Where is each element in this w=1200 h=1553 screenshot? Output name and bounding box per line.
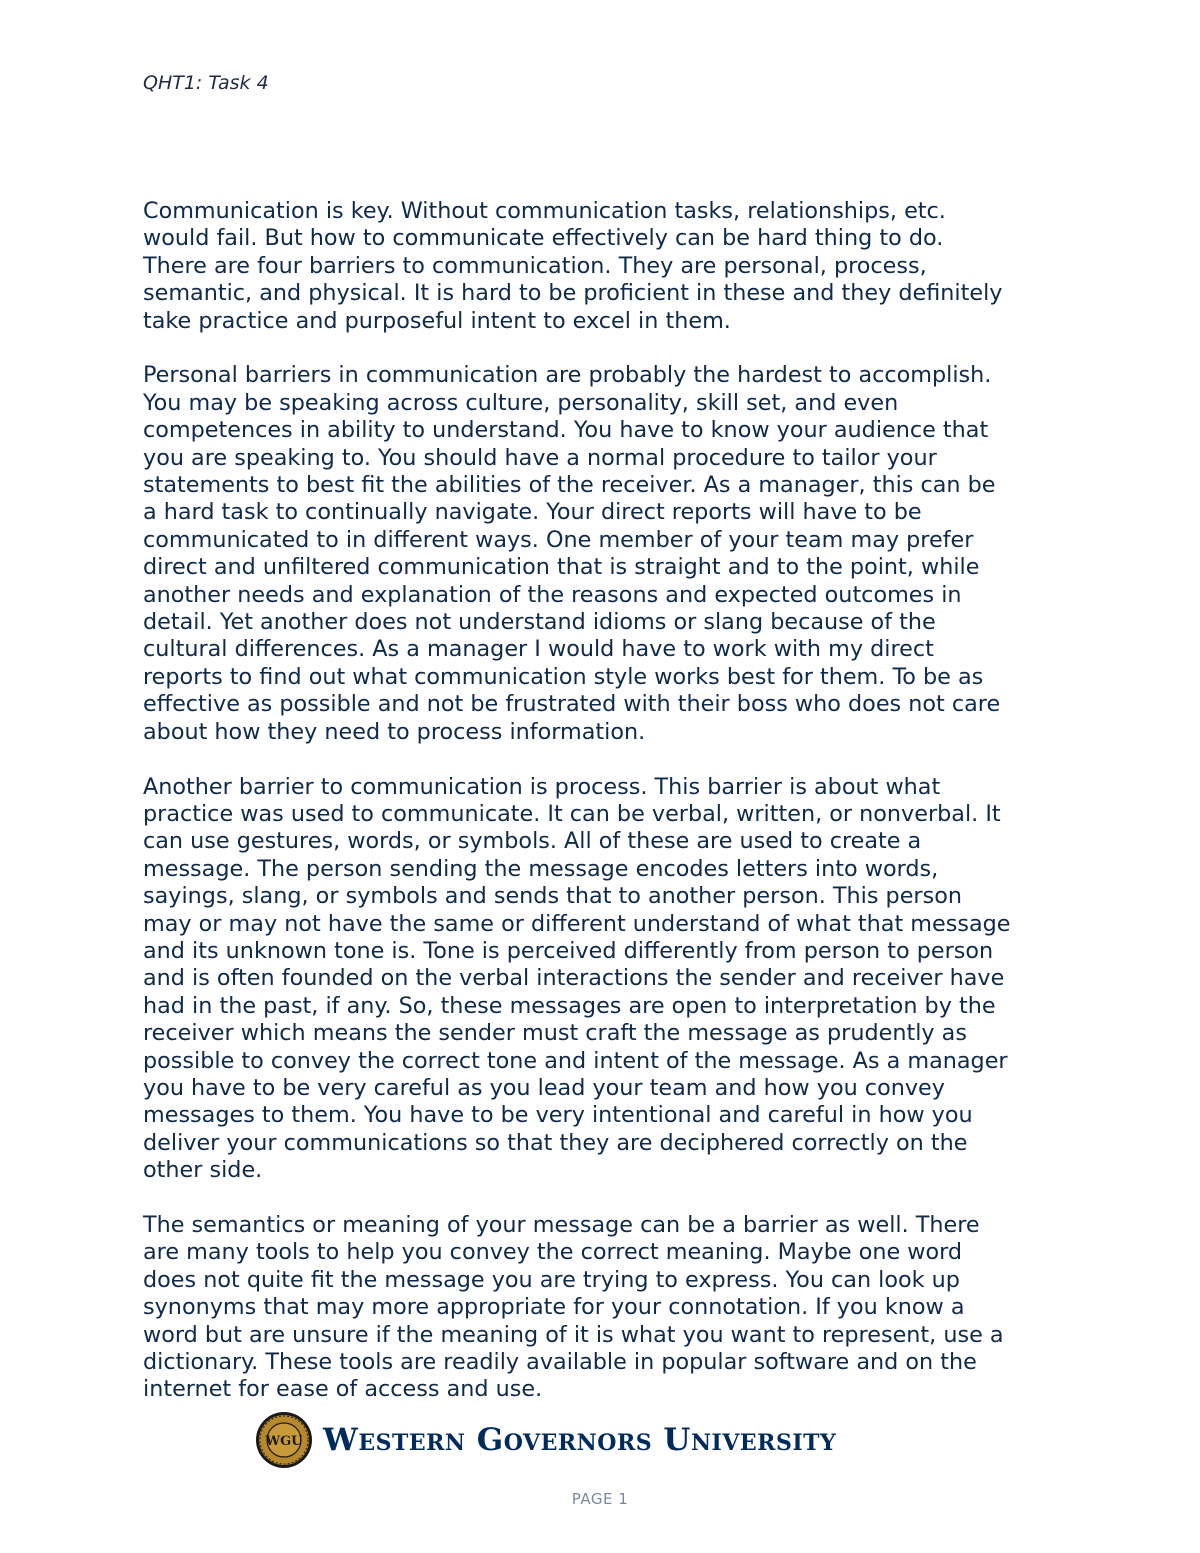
wgu-seal-icon <box>255 1411 313 1469</box>
paragraph-process-barrier: Another barrier to communication is process. This barrier is about what practice was used to communicate. It can be verbal, written, or nonverbal. It can use gestures, words, or symbols. All of these are used to create a message. The person sending the message encodes letters into words, sayings, slang, or symbols and sends that to another person. This person may or may not have the same or different understand of what that message and its unknown tone is. Tone is perceived differently from person to person and is often founded on the verbal interactions the sender and receiver have had in the past, if any. So, these messages are open to interpretation by the receiver which means the sender must craft the message as prudently as possible to convey the correct tone and intent of the message. As a manager you have to be very careful as you lead your team and how you convey messages to them. You have to be very intentional and careful in how you deliver your communications so that they are deciphered correctly on the other side. <box>143 773 1011 1184</box>
svg-text:WGU: WGU <box>265 1434 303 1449</box>
wgu-wordmark: Western Governors University <box>323 1422 837 1458</box>
wgu-logo <box>255 1410 915 1470</box>
paragraph-intro: Communication is key. Without communication tasks, relationships, etc. would fail. But how to communicate effectively can be hard thing to do. There are four barriers to communication. They are personal, process, semantic, and physical. It is hard to be proficient in these and they definitely take practice and purposeful intent to excel in them. <box>143 198 1003 334</box>
document-header: QHT1: Task 4 <box>143 72 269 94</box>
paragraph-semantic-barrier: The semantics or meaning of your message can be a barrier as well. There are many tools to help you convey the correct meaning. Maybe one word does not quite fit the message you are trying to express. You can look up synonyms that may more appropriate for your connotation. If you know a word but are unsure if the meaning of it is what you want to represent, use a dictionary. These tools are readily available in popular software and on the internet for ease of access and use. <box>143 1211 1004 1403</box>
document-body <box>143 198 1103 1431</box>
page-number: PAGE 1 <box>571 1490 629 1508</box>
paragraph-personal-barriers: Personal barriers in communication are probably the hardest to accomplish. You may be speaking across culture, personality, skill set, and even competences in ability to understand. You have to know your audience that you are speaking to. You should have a normal procedure to tailor your statements to best fit the abilities of the receiver. As a manager, this can be a hard task to continually navigate. Your direct reports will have to be communicated to in different ways. One member of your team may prefer direct and unfiltered communication that is straight and to the point, while another needs and explanation of the reasons and expected outcomes in detail. Yet another does not understand idioms or slang because of the cultural differences. As a manager I would have to work with my direct reports to find out what communication style works best for them. To be as effective as possible and not be frustrated with their boss who does not care about how they need to process information. <box>143 362 1001 745</box>
